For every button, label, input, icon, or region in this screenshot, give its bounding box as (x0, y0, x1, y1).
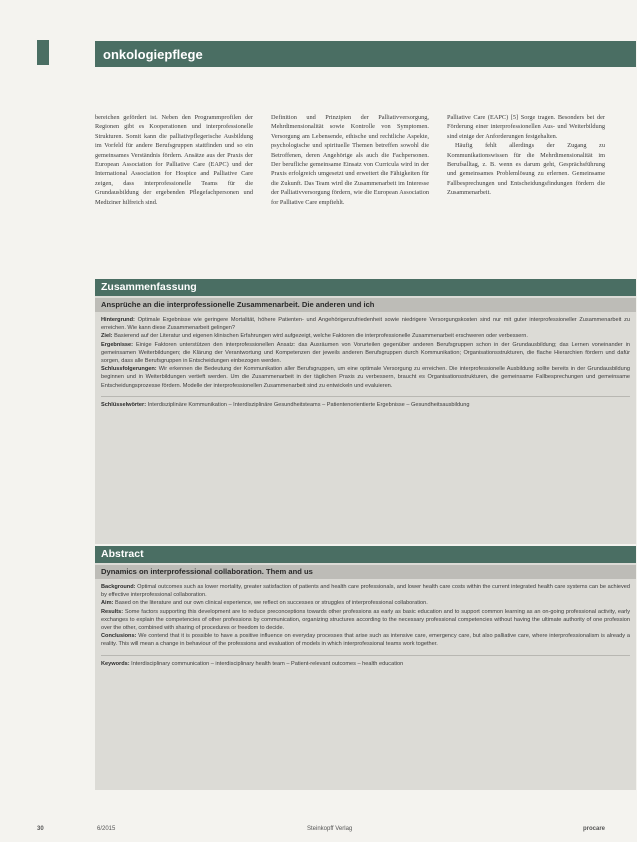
zus-ergebnisse: Ergebnisse: Einige Faktoren unterstützen den interprofessionellen Ansatz: das Ausräumen von Vorurteilen gegenüber anderen Berufsgruppen schon in der Grundausbildung; das Lernen voneinander in gemeinsamen Weiterbildungen; die Klärung der Verantwortung und Kompetenzen der jeweils anderen Berufsgruppen durch Kommunikation; Organisationsstrukturen, die flache Hierarchien fördern und dafür sorgen, dass alle Berufsgruppen in Entscheidungen einbezogen werden. (101, 341, 630, 365)
zusammenfassung-box (95, 279, 636, 544)
page-number: 30 (37, 826, 44, 832)
abs-keywords: Keywords: Interdisciplinary communication – interdisciplinary health team – Patient-relevant outcomes – health education (101, 655, 630, 668)
magazine-label: procare (583, 826, 606, 832)
zus-ziel: Ziel: Basierend auf der Literatur und eigenen klinischen Erfahrungen wird aufgezeigt, welche Faktoren die interprofessionelle Zusammenarbeit erschweren oder verbessern. (101, 333, 528, 340)
abstract-title: Abstract (95, 546, 636, 563)
intro-column-3: Palliative Care (EAPC) [5] Sorge tragen. Besonders bei der Förderung einer interprofessionellen Aus- und Weiterbildung sind einige der Anforderungen festgehalten. Häufig fehlt allerdings der Zugang zu Kommunikationswissen für die Mehrdimensionalität im Berufsalltag, z. B. wenn es darum geht, Gesprächsführung und gemeinsames Problemlösung zu erlernen. Gemeinsame Fallbesprechungen und Entscheidungsfindungen fördern die Zusammenarbeit. (447, 114, 605, 197)
header-marker (37, 40, 49, 65)
intro-column-2: Definition und Prinzipien der Palliativversorgung, Mehrdimensionalität sowie Kontrolle von Symptomen. Versorgung am Lebensende, ethische und rechtliche Aspekte, psychologische und spirituelle Themen betreffen sowohl die Betroffenen, deren Angehörige als auch die Fachpersonen. Der berufliche gemeinsame Einsatz von Curricula wird in der Praxis erfolgreich umgesetzt und erweitert die Fähigkeiten für die Zukunft. Das Team wird die Zusammenarbeit im Interesse der Palliativversorgung fördern, wie die European Association for Palliative Care empfiehlt. (271, 114, 429, 206)
page-footer (37, 826, 637, 838)
abs-aim: Aim: Based on the literature and our own clinical experience, we reflect on successes or struggles of interprofessional collaboration. (101, 600, 428, 607)
zus-hintergrund: Hintergrund: Optimale Ergebnisse wie geringere Mortalität, höhere Patienten- und Angehörigenzufriedenheit sowie niedrigere Versorgungskosten sind nur mit guter interprofessioneller Zusammenarbeit zu erreichen. Wie kann diese Zusammenarbeit gelingen? (101, 317, 630, 332)
abstract-subtitle: Dynamics on interprofessional collaboration. Them and us (95, 565, 636, 579)
issue-label: 6/2015 (97, 826, 116, 832)
zusammenfassung-body (95, 312, 636, 409)
publisher-label: Steinkopff Verlag (307, 826, 353, 832)
intro-column-1: bereichen gefördert ist. Neben den Programmprofilen der Regionen gibt es Kooperationen und interprofessionelle Strukturen. Somit kann die palliativpflegerische Ausbildung im Vorfeld für andere Berufsgruppen stattfinden und so ein gemeinsames Verständnis fördern. Ansätze aus der Praxis der European Association for Palliative Care (EAPC) und der International Association for Hospice and Palliative Care zeigen, dass interprofessionelle Teams für die Grundausbildung der ergebenden Pflegefachpersonen und Mediziner hilfreich sind. (95, 114, 253, 206)
zusammenfassung-subtitle: Ansprüche an die interprofessionelle Zusammenarbeit. Die anderen und ich (95, 298, 636, 312)
zusammenfassung-title: Zusammenfassung (95, 279, 636, 296)
section-title: onkologiepflege (103, 46, 203, 62)
abstract-body (95, 579, 636, 668)
zus-schluss: Schlussfolgerungen: Wir erkennen die Bedeutung der Kommunikation aller Berufsgruppen, um eine optimale Versorgung zu erreichen. Die interprofessionelle Ausbildung sollte bereits in der Grundausbildung beginnen und in Weiterbildungen vertieft werden. Um die Zusammenarbeit in der täglichen Praxis zu verbessern, braucht es Organisationsstrukturen, die gemeinsame Fallbesprechungen und gemeinsame Entscheidungsprozesse fördern. Modelle der interprofessionellen Zusammenarbeit sind zu entwickeln und evaluieren. (101, 366, 630, 389)
section-header (95, 41, 636, 67)
abs-results: Results: Some factors supporting this development are to reduce preconceptions towards other professions as early as basic education and to support common learning as an on-going professional activity, early exchanges to explain the competencies of other professions by communication, organizing structures according to the necessary professional competencies without having the ultimate authority of one profession over the other, combined with sharing of procedures or freedom to decide. (101, 608, 630, 632)
intro-text (95, 113, 605, 273)
abs-conclusions: Conclusions: We contend that it is possible to have a positive influence on everyday processes that arise such as intensive care, emergency care, but also palliative care, where interprofessionalism is already a reality. This will mean a change in behaviour of the professions and evaluation of models in which interprofessional teams work together. (101, 633, 630, 648)
zus-keywords: Schlüsselwörter: Interdisziplinäre Kommunikation – Interdisziplinäre Gesundheitsteams – Patientenorientierte Ergebnisse – Gesundheitsausbildung (101, 396, 630, 409)
abs-background: Background: Optimal outcomes such as lower mortality, greater satisfaction of patients and health care professionals, and lower health care costs within the current integrated health care systems can be achieved by effective interprofessional collaboration. (101, 584, 630, 599)
abstract-box (95, 546, 636, 790)
